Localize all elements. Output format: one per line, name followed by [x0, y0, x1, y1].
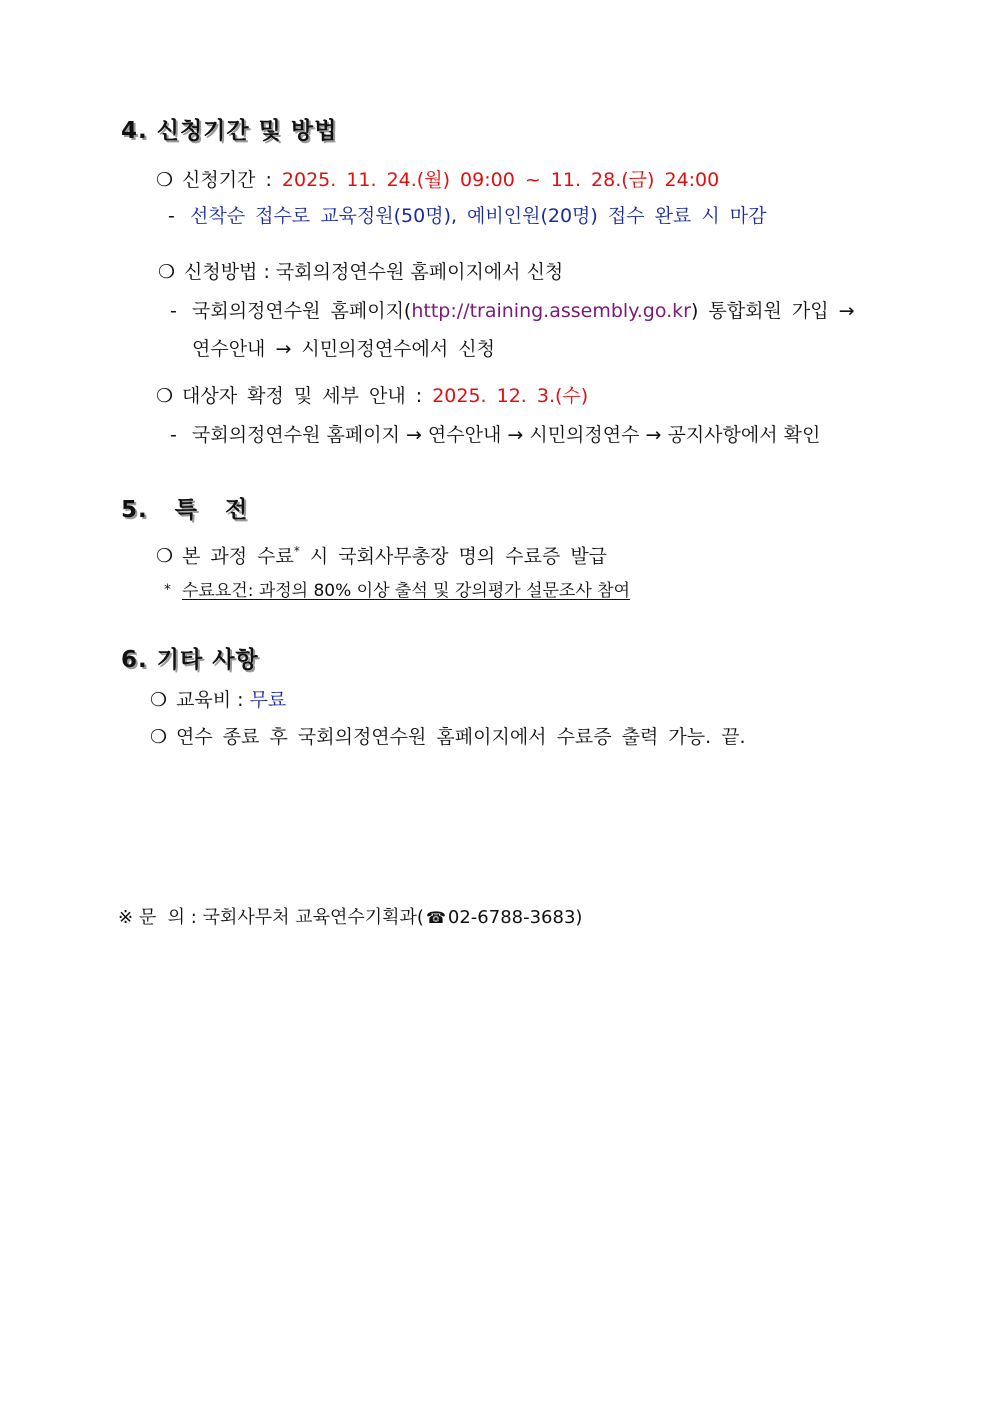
period-sub-text: 선착순 접수로 교육정원(50명), 예비인원(20명) 접수 완료 시 마감 — [190, 205, 767, 227]
period-value: 2025. 11. 24.(월) 09:00 ~ 11. 28.(금) 24:00 — [281, 169, 720, 191]
confirm-sub-line — [170, 423, 820, 447]
note-star: * — [164, 582, 171, 598]
period-label: 신청기간 : — [182, 169, 272, 191]
note-line — [164, 578, 630, 603]
bullet-icon: ❍ — [150, 689, 168, 711]
benefit-post: 시 국회사무총장 명의 수료증 발급 — [309, 545, 608, 568]
bullet-icon: ❍ — [158, 261, 176, 283]
fee-value: 무료 — [249, 689, 287, 711]
dash-marker: - — [170, 300, 177, 322]
confirm-value: 2025. 12. 3.(수) — [432, 385, 589, 407]
section-5-title: 5. 특 전 — [121, 497, 249, 523]
training-site-link[interactable]: http://training.assembly.go.kr — [411, 300, 691, 322]
fee-line — [150, 688, 286, 712]
method-sub-post: ) 통합회원 가입 → — [690, 300, 855, 322]
method-sub-line — [170, 299, 855, 323]
period-line — [156, 168, 719, 192]
confirm-sub-text: 국회의정연수원 홈페이지 → 연수안내 → 시민의정연수 → 공지사항에서 확인 — [192, 424, 821, 446]
cert-line — [150, 725, 746, 749]
benefit-pre: 본 과정 수료 — [182, 545, 294, 568]
bullet-icon: ❍ — [156, 169, 174, 191]
reference-mark: ※ — [118, 907, 134, 928]
bullet-icon: ❍ — [156, 385, 174, 407]
bullet-icon: ❍ — [150, 726, 168, 748]
method-sub-line-2: 연수안내 → 시민의정연수에서 신청 — [192, 338, 495, 360]
footnote-star: * — [293, 544, 300, 558]
method-line — [158, 260, 563, 284]
dash-marker: - — [168, 205, 175, 227]
phone-icon: ☎ — [425, 908, 446, 927]
benefit-line — [156, 539, 607, 568]
contact-phone: 02-6788-3683) — [447, 907, 583, 928]
confirm-line — [156, 384, 588, 408]
period-sub-line — [168, 204, 766, 228]
contact-label: 문 의 : 국회사무처 교육연수기획과( — [138, 907, 424, 928]
method-text: 신청방법 : 국회의정연수원 홈페이지에서 신청 — [184, 261, 564, 283]
bullet-icon: ❍ — [156, 545, 174, 568]
section-6-title: 6. 기타 사항 — [121, 647, 259, 673]
fee-label: 교육비 : — [176, 689, 244, 711]
cert-text: 연수 종료 후 국회의정연수원 홈페이지에서 수료증 출력 가능. 끝. — [176, 726, 746, 748]
confirm-label: 대상자 확정 및 세부 안내 : — [182, 385, 423, 407]
section-4-title: 4. 신청기간 및 방법 — [121, 118, 338, 144]
dash-marker: - — [170, 424, 177, 446]
contact-line — [118, 906, 582, 930]
note-text: 수료요건: 과정의 80% 이상 출석 및 강의평가 설문조사 참여 — [182, 581, 631, 601]
method-sub-pre: 국회의정연수원 홈페이지( — [192, 300, 412, 322]
